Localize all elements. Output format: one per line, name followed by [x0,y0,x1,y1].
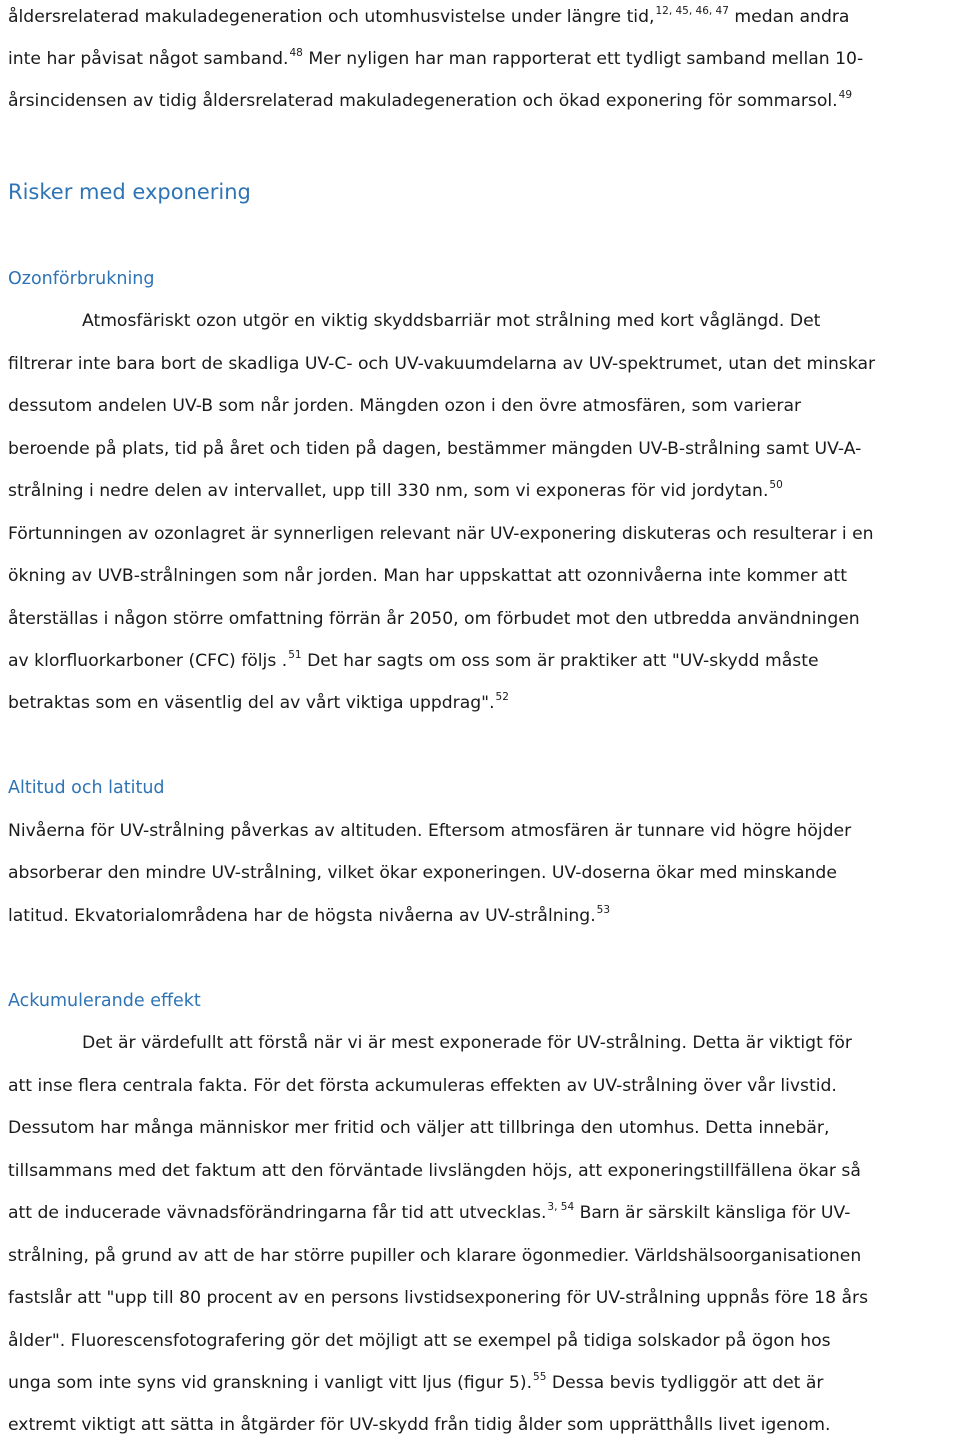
subsection-heading-ozone: Ozonförbrukning [8,269,155,289]
document-page [8,0,958,1441]
intro-line-3 [8,86,958,116]
ozone-line-2: filtrerar inte bara bort de skadliga UV-C- och UV-vakuumdelarna av UV-spektrumet, utan det minskar [8,354,876,374]
footnote-ref: 51 [288,649,302,661]
text-span: latitud. Ekvatorialområdena har de högsta nivåerna av UV-strålning. [8,906,596,926]
cumulative-line-9 [8,1368,958,1398]
footnote-ref: 50 [769,479,783,491]
text-span: av klorfluorkarboner (CFC) följs . [8,651,288,671]
footnote-ref: 53 [596,904,611,916]
footnote-ref: 3, 54 [547,1201,575,1213]
ozone-line-7: ökning av UVB-strålningen som når jorden. Man har uppskattat att ozonnivåerna inte kommer att [8,566,848,586]
cumulative-line-5 [8,1198,958,1228]
footnote-ref: 52 [495,691,509,703]
altitude-line-2: absorberar den mindre UV-strålning, vilket ökar exponeringen. UV-doserna ökar med minskande [8,863,837,883]
intro-line-1 [8,2,958,32]
cumulative-line-2: att inse flera centrala fakta. För det första ackumuleras effekten av UV-strålning över vår livstid. [8,1076,837,1096]
ozone-line-8: återställas i någon större omfattning förrän år 2050, om förbudet mot den utbredda användningen [8,609,860,629]
text-span: inte har påvisat något samband. [8,49,289,69]
section-heading-risks: Risker med exponering [8,180,251,204]
cumulative-line-10: extremt viktigt att sätta in åtgärder för UV-skydd från tidig ålder som upprätthålls livet igenom. [8,1415,831,1435]
cumulative-line-7: fastslår att "upp till 80 procent av en persons livstidsexponering för UV-strålning uppnås före 18 års [8,1288,869,1308]
ozone-line-9 [8,646,958,676]
ozone-line-3: dessutom andelen UV-B som når jorden. Mängden ozon i den övre atmosfären, som varierar [8,396,802,416]
ozone-line-10 [8,688,958,718]
altitude-line-1: Nivåerna för UV-strålning påverkas av altituden. Eftersom atmosfären är tunnare vid högre höjder [8,821,852,841]
ozone-line-4: beroende på plats, tid på året och tiden på dagen, bestämmer mängden UV-B-strålning samt UV-A- [8,439,862,459]
text-span: åldersrelaterad makuladegeneration och utomhusvistelse under längre tid, [8,7,655,27]
subsection-heading-altitude: Altitud och latitud [8,778,165,798]
text-span: strålning i nedre delen av intervallet, upp till 330 nm, som vi exponeras för vid jordytan. [8,481,769,501]
text-span: unga som inte syns vid granskning i vanligt vitt ljus (figur 5). [8,1373,533,1393]
text-span: medan andra [734,7,850,27]
cumulative-line-3: Dessutom har många människor mer fritid och väljer att tillbringa den utomhus. Detta innebär, [8,1118,830,1138]
text-span: att de inducerade vävnadsförändringarna får tid att utvecklas. [8,1203,547,1223]
text-span: Det har sagts om oss som är praktiker att "UV-skydd måste [307,651,819,671]
text-span: årsincidensen av tidig åldersrelaterad makuladegeneration och ökad exponering för sommarsol. [8,91,838,111]
cumulative-line-8: ålder". Fluorescensfotografering gör det möjligt att se exempel på tidiga solskador på ögon hos [8,1331,831,1351]
ozone-line-6: Förtunningen av ozonlagret är synnerligen relevant när UV-exponering diskuteras och resulterar i en [8,524,874,544]
text-span: Mer nyligen har man rapporterat ett tydligt samband mellan 10- [308,49,864,69]
altitude-line-3 [8,901,958,931]
cumulative-line-6: strålning, på grund av att de har större pupiller och klarare ögonmedier. Världshälsoorganisationen [8,1246,862,1266]
intro-line-2 [8,44,958,74]
ozone-line-1: Atmosfäriskt ozon utgör en viktig skyddsbarriär mot strålning med kort våglängd. Det [82,311,821,331]
footnote-ref: 55 [533,1371,547,1383]
footnote-ref: 12, 45, 46, 47 [655,5,729,17]
footnote-ref: 49 [838,89,853,101]
text-span: Barn är särskilt känsliga för UV- [579,1203,851,1223]
cumulative-line-4: tillsammans med det faktum att den förväntade livslängden höjs, att exponeringstillfällena ökar så [8,1161,861,1181]
subsection-heading-cumulative: Ackumulerande effekt [8,991,201,1011]
cumulative-line-1: Det är värdefullt att förstå när vi är mest exponerade för UV-strålning. Detta är viktigt för [82,1033,852,1053]
footnote-ref: 48 [289,47,303,59]
ozone-line-5 [8,476,958,506]
text-span: betraktas som en väsentlig del av vårt viktiga uppdrag". [8,693,495,713]
text-span: Dessa bevis tydliggör att det är [551,1373,824,1393]
